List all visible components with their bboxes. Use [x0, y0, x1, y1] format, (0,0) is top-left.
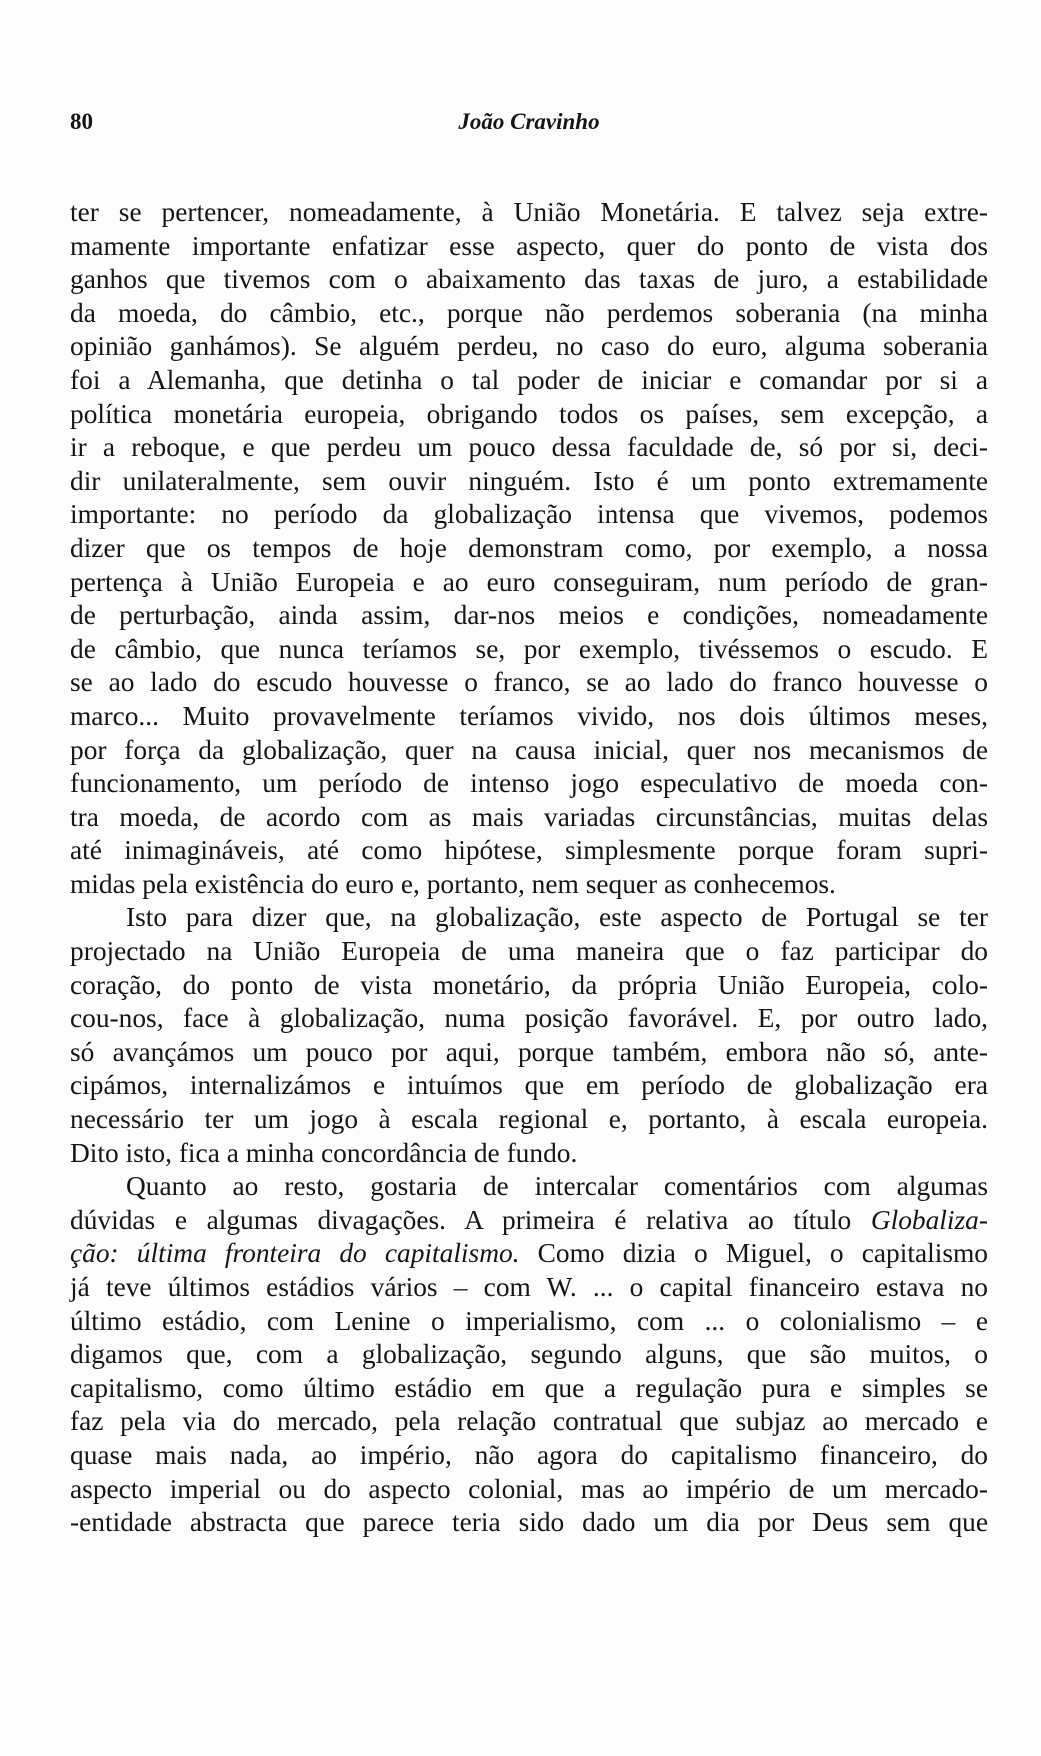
text-line: já teve últimos estádios vários – com W. ... o capital financeiro estava no — [70, 1272, 988, 1302]
running-header-author: João Cravinho — [458, 109, 600, 134]
text-line: coração, do ponto de vista monetário, da própria União Europeia, colo- — [70, 969, 988, 1000]
italic-title: Globaliza- — [870, 1204, 988, 1235]
text-line: de câmbio, que nunca teríamos se, por exemplo, tivéssemos o escudo. E — [70, 633, 988, 664]
text-line: até inimagináveis, até como hipótese, simplesmente porque foram supri- — [70, 835, 988, 866]
text-line: necessário ter um jogo à escala regional e, portanto, à escala europeia. — [70, 1104, 988, 1135]
text-line: foi a Alemanha, que detinha o tal poder de iniciar e comandar por si a — [70, 364, 988, 395]
body-text — [70, 196, 988, 1540]
text-line: último estádio, com Lenine o imperialismo, com ... o colonialismo – e — [70, 1305, 988, 1336]
text-line: Dito isto, fica a minha concordância de fundo. — [70, 1137, 578, 1168]
text-line: pertença à União Europeia e ao euro conseguiram, num período de gran- — [70, 566, 988, 597]
text-line: opinião ganhámos). Se alguém perdeu, no caso do euro, alguma soberania — [70, 331, 988, 362]
paragraph — [70, 196, 988, 901]
text-line: ganhos que tivemos com o abaixamento das taxas de juro, a estabilidade — [70, 264, 988, 295]
text-line: quase mais nada, ao império, não agora do capitalismo financeiro, do — [70, 1439, 988, 1470]
text-line: de perturbação, ainda assim, dar-nos meios e condições, nomeadamente — [70, 600, 988, 631]
text-line: Isto para dizer que, na globalização, este aspecto de Portugal se ter — [126, 902, 988, 933]
text-line: da moeda, do câmbio, etc., porque não perdemos soberania (na minha — [70, 297, 988, 328]
text-line: mamente importante enfatizar esse aspecto, quer do ponto de vista dos — [70, 230, 988, 261]
text-line: ção: última fronteira do capitalismo. Como dizia o Miguel, o capitalismo — [70, 1238, 988, 1269]
text-line: digamos que, com a globalização, segundo alguns, que são muitos, o — [70, 1339, 988, 1370]
text-line: midas pela existência do euro e, portanto, nem sequer as conhecemos. — [70, 868, 836, 899]
text-line: ir a reboque, e que perdeu um pouco dessa faculdade de, só por si, deci- — [70, 432, 988, 463]
text-line: -entidade abstracta que parece teria sido dado um dia por Deus sem que — [70, 1507, 988, 1538]
paragraph — [70, 1170, 988, 1540]
text-line: cipámos, internalizámos e intuímos que em período de globalização era — [70, 1070, 988, 1101]
text-line: dúvidas e algumas divagações. A primeira é relativa ao título Globaliza- — [70, 1204, 988, 1235]
running-header — [70, 104, 988, 140]
text-line: ter se pertencer, nomeadamente, à União Monetária. E talvez seja extre- — [70, 197, 988, 227]
text-line: dizer que os tempos de hoje demonstram como, por exemplo, a nossa — [70, 532, 988, 563]
text-line: importante: no período da globalização intensa que vivemos, podemos — [70, 499, 988, 530]
text-line: Quanto ao resto, gostaria de intercalar comentários com algumas — [126, 1171, 988, 1202]
page-number: 80 — [70, 109, 93, 134]
text-line: só avançámos um pouco por aqui, porque também, embora não só, ante- — [70, 1036, 988, 1067]
text-line: faz pela via do mercado, pela relação contratual que subjaz ao mercado e — [70, 1406, 988, 1437]
text-line: cou-nos, face à globalização, numa posição favorável. E, por outro lado, — [70, 1003, 988, 1034]
text-line: aspecto imperial ou do aspecto colonial, mas ao império de um mercado- — [70, 1473, 988, 1504]
text-line: projectado na União Europeia de uma maneira que o faz participar do — [70, 936, 988, 967]
text-line: política monetária europeia, obrigando todos os países, sem excepção, a — [70, 398, 988, 429]
text-line: marco... Muito provavelmente teríamos vivido, nos dois últimos meses, — [70, 700, 988, 731]
text-line: tra moeda, de acordo com as mais variadas circunstâncias, muitas delas — [70, 801, 988, 832]
paragraph — [70, 901, 988, 1170]
text-line: funcionamento, um período de intenso jogo especulativo de moeda con- — [70, 768, 988, 799]
italic-title: ção: última fronteira do capitalismo. — [70, 1238, 520, 1269]
text-line: capitalismo, como último estádio em que a regulação pura e simples se — [70, 1372, 988, 1403]
text-line: por força da globalização, quer na causa inicial, quer nos mecanismos de — [70, 734, 988, 765]
text-line: dir unilateralmente, sem ouvir ninguém. Isto é um ponto extremamente — [70, 465, 988, 496]
text-line: se ao lado do escudo houvesse o franco, se ao lado do franco houvesse o — [70, 667, 988, 698]
